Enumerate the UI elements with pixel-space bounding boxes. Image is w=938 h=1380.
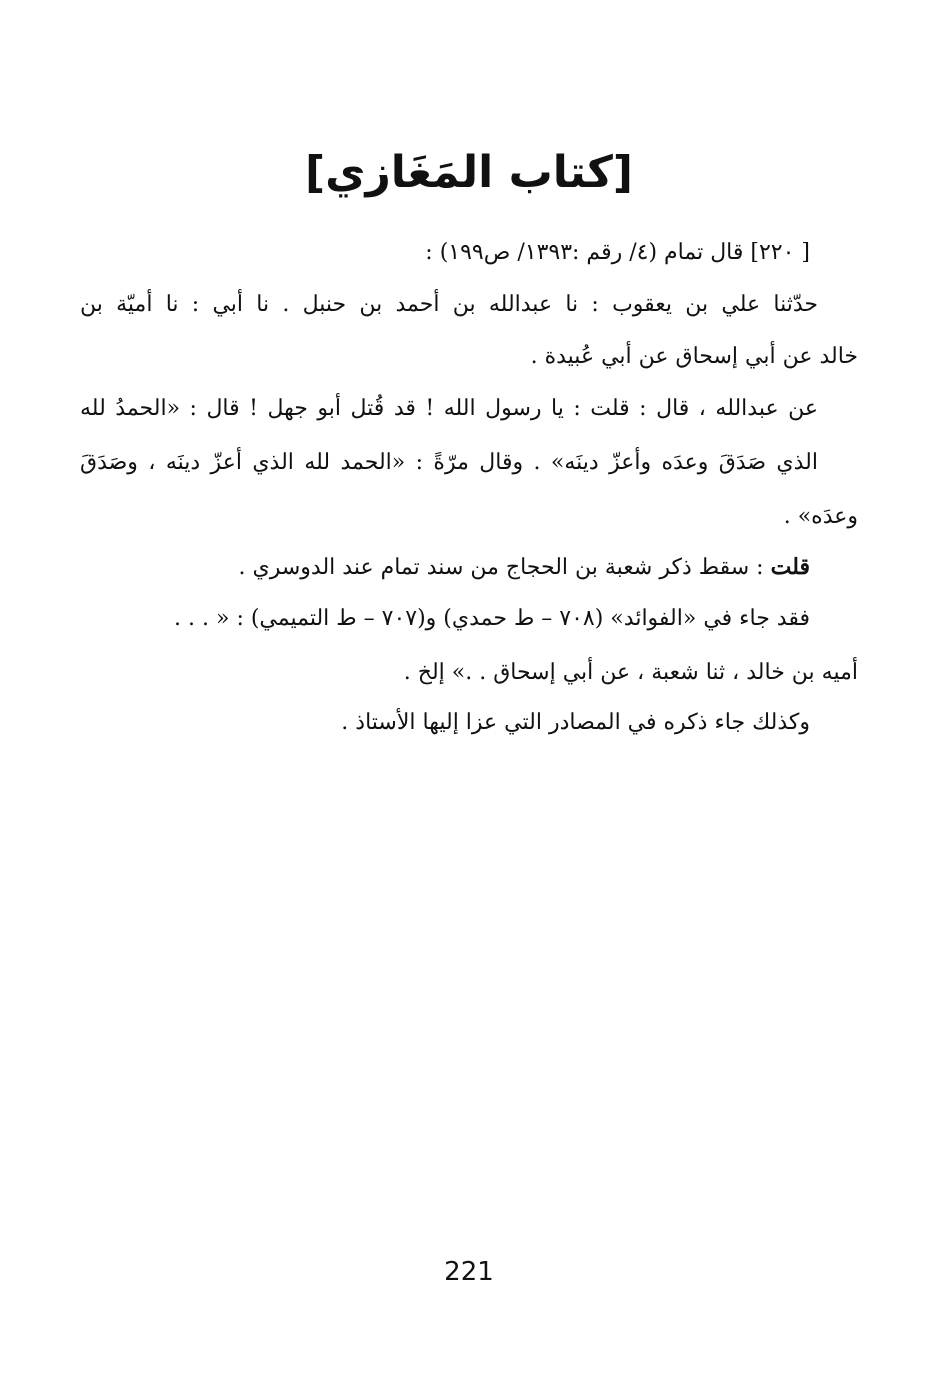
- note-lead: قلت: [770, 554, 810, 580]
- sources-line-3: وكذلك جاء ذكره في المصادر التي عزا إليها الأستاذ .: [341, 710, 810, 735]
- isnad-line-2: خالد عن أبي إسحاق عن أبي عُبيدة .: [530, 344, 858, 369]
- sources-line-1: فقد جاء في «الفوائد» (٧٠٨ – ط حمدي) و(٧٠٧ – ط التميمي) : « . . .: [174, 606, 810, 631]
- matn-line-3: وعدَه» .: [783, 504, 858, 529]
- note-line: [239, 550, 810, 585]
- chapter-title: [كتاب المَغَازي]: [305, 147, 633, 198]
- sources-line-2: أميه بن خالد ، ثنا شعبة ، عن أبي إسحاق . .» إلخ .: [403, 660, 858, 685]
- note-text: : سقط ذكر شعبة بن الحجاج من سند تمام عند الدوسري .: [238, 555, 771, 580]
- matn-line-2: الذي صَدَقَ وعدَه وأعزّ دينَه» . وقال مرّةً : «الحمد لله الذي أعزّ دينَه ، وصَدَقَ: [80, 450, 818, 475]
- isnad-line-1: حدّثنا علي بن يعقوب : نا عبدالله بن أحمد بن حنبل . نا أبي : نا أميّة بن: [80, 292, 818, 317]
- page-number: 221: [444, 1257, 494, 1287]
- hadith-reference-line: [ ٢٢٠] قال تمام (٤/ رقم :١٣٩٣/ ص١٩٩) :: [425, 240, 810, 265]
- matn-line-1: عن عبدالله ، قال : قلت : يا رسول الله ! قد قُتل أبو جهل ! قال : «الحمدُ لله: [80, 396, 818, 421]
